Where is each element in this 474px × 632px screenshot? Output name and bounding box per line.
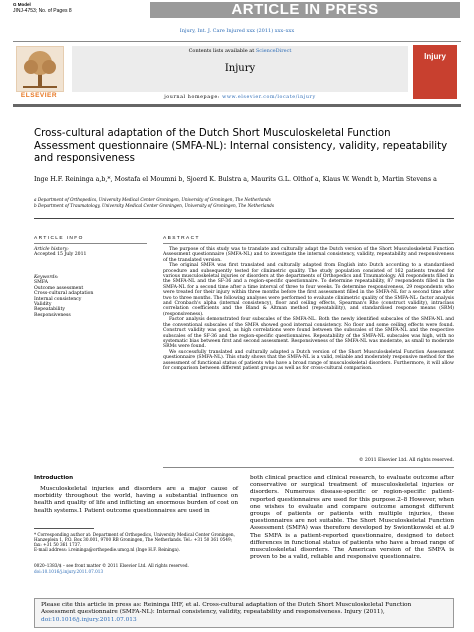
affiliation-a: a Department of Orthopedics, University Medical Center Groningen, University of Groningen, The Netherlands [34,197,271,202]
contents-lists-line [72,48,408,54]
keyword-item: Cross-cultural adaptation [34,291,94,297]
copyright-notice: © 2011 Elsevier Ltd. All rights reserved. [358,458,454,463]
abstract-paragraph: We successfully translated and culturally adapted a Dutch version of the Short Musculoskeletal Function Assessment questionnaire (SMFA-NL). This study shows that the SMFA-NL is a valid, reliable and moderately responsive method for the assessment of functional status of patients who have a broad range of musculoskeletal disorders. Furthermore, it will allow for comparison between different patient groups as well as for cross-cultural comparison. [163,349,454,371]
corresponding-author-note: * Corresponding author at: Department of Orthopedics, University Medical Center Groningen, Hanzeplein 1, P.O. Box 30.001, 9700 RB Groningen, The Netherlands. Tel.: +31 50 361 0549; fax: +31 50 361 1737. [34,532,235,547]
cite-this-article-box [34,598,454,628]
elsevier-tree-logo [16,46,64,92]
divider [163,467,454,468]
keyword-item: Internal consistency [34,296,82,302]
homepage-prefix: journal homepage: [164,95,223,100]
homepage-link[interactable]: www.elsevier.com/locate/injury [222,95,316,100]
keywords-label: Keywords: [34,275,59,280]
affiliation-b: b Department of Traumatology, University Medical Center Groningen, University of Groningen, The Netherlands [34,203,274,208]
journal-citation-link[interactable]: Injury, Int. J. Care Injured xxx (2011) xxx–xxx [179,28,295,34]
history-value: Accepted 15 July 2011 [34,252,87,258]
email-address: E-mail address: i.reininga@orthopedie.umcg.nl (Inge H.F. Reininga). [34,547,181,552]
gmodel-label: G Model [13,2,31,7]
abstract-body [163,247,454,371]
abstract-paragraph: The original SMFA was first translated and culturally adapted from English into Dutch according to a standardised procedure and subsequently tested for clinimetric quality. The study population consisted of 162 patients treated for various musculoskeletal injuries or disorders at the departments of Orthopedics and Traumatology. All respondents filled in the SMFA-NL and the SF-36 and a region-specific questionnaire. To determine repeatability, 87 respondents filled in the SMFA-NL for a second time after a time interval of three to four weeks. To determine responsiveness, 29 respondents who were treated for their injury within three months before the first assessment filled in the SMFA-NL for a second time after two to three months. The following analyses were performed to evaluate clinimetric quality of the SMFA-NL: factor analysis and Cronbach's alpha (internal consistency), floor and ceiling effects, Spearman's Rho (construct validity), intraclass correlation coefficients and the Bland & Altman method (repeatability), and standardised response means (SRM) (responsiveness). [163,263,454,317]
sciencedirect-link[interactable]: ScienceDirect [255,48,292,54]
author-list: Inge H.F. Reininga a,b,*, Mostafa el Moumni b, Sjoerd K. Bulstra a, Maurits G.L. Olthof a, Klaus W. Wendt b, Martin Stevens a [34,176,437,183]
abstract-heading: ABSTRACT [163,236,200,241]
cite-doi-link[interactable]: doi:10.1016/j.injury.2011.07.013 [41,616,137,623]
publisher-name: ELSEVIER [20,92,58,99]
history-label: Article history: [34,247,69,252]
journal-title: Injury [224,63,256,74]
keywords-block [34,275,149,318]
keyword-item: Repeatability [34,307,65,313]
article-title: Cross-cultural adaptation of the Dutch Short Musculoskeletal Function Assessment questionnaire (SMFA-NL): Internal consistency, validity, repeatability and responsiveness [34,128,448,165]
section-heading-introduction: Introduction [34,475,74,481]
article-in-press-banner: ARTICLE IN PRESS [150,2,460,18]
intro-text-right: both clinical practice and clinical research, to evaluate outcome after conservative or surgical treatment of musculoskeletal injuries or disorders. Numerous disease-specific or region-specific patient-reported questionnaires are used for this purpose.2–8 However, when one wishes to evaluate and compare outcome amongst different groups of patients or patients with multiple injuries, these questionnaires are not suitable. The Short Musculoskeletal Function Assessment (SMFA) was therefore developed by Swiontkowski et al.9 The SMFA is a patient-reported questionnaire, designed to detect differences in functional status of patients who have a broad range of musculoskeletal disorders. The American version of the SMFA is proven to be a valid, reliable and responsive questionnaire. [250,475,454,561]
keyword-item: Validity [34,302,52,308]
article-info-heading: ARTICLE INFO [34,236,84,241]
manuscript-code: JINJ-4753; No. of Pages 8 [13,8,72,14]
cite-text: Please cite this article in press as: Reininga IHF, et al. Cross-cultural adaptation of the Dutch Short Musculoskeletal Function Assessment questionnaire (SMFA-NL): Internal consistency, validity, repeatability and responsiveness. Injury (2011), [41,602,412,616]
abstract-paragraph: Factor analysis demonstrated four subscales of the SMFA-NL. Both the newly identified subscales of the SMFA-NL and the conventional subscales of the SMFA showed good internal consistency. No floor and some ceiling effects were found. Construct validity was good, as high correlations were found between the subscales of the SMFA-NL and the respective subscales of the SF-36 and the region-specific questionnaires. Repeatability of the SMFA-NL subscales was high, with no systematic bias between first and second assessment. Responsiveness of the SMFA-NL was moderate, as small to moderate SRMs were found. [163,317,454,350]
footnote-divider [34,528,94,529]
divider [34,243,147,244]
contents-prefix: Contents lists available at [188,48,256,54]
keyword-item: SMFA [34,280,48,286]
divider [163,243,454,244]
article-history [34,247,149,258]
divider [34,218,454,219]
journal-homepage [72,95,408,100]
doi-link[interactable]: doi:10.1016/j.injury.2011.07.013 [34,569,104,574]
front-matter-line: 0020–1383/$ – see front matter © 2011 Elsevier Ltd. All rights reserved. [34,563,189,568]
intro-text-left: Musculoskeletal injuries and disorders are a major cause of morbidity throughout the world, having a substantial influence on health and quality of life and inflicting an enormous burden of cost on health systems.1 Patient outcome questionnaires are used in [34,486,238,514]
keyword-item: Outcome assessment [34,285,84,291]
keyword-item: Responsiveness [34,312,71,318]
abstract-paragraph: The purpose of this study was to translate and culturally adapt the Dutch version of the Short Musculoskeletal Function Assessment questionnaire (SMFA-NL) and to investigate the internal consistency, validity, repeatability and responsiveness of the translated version. [163,247,454,263]
journal-cover-title: Injury [424,52,446,61]
